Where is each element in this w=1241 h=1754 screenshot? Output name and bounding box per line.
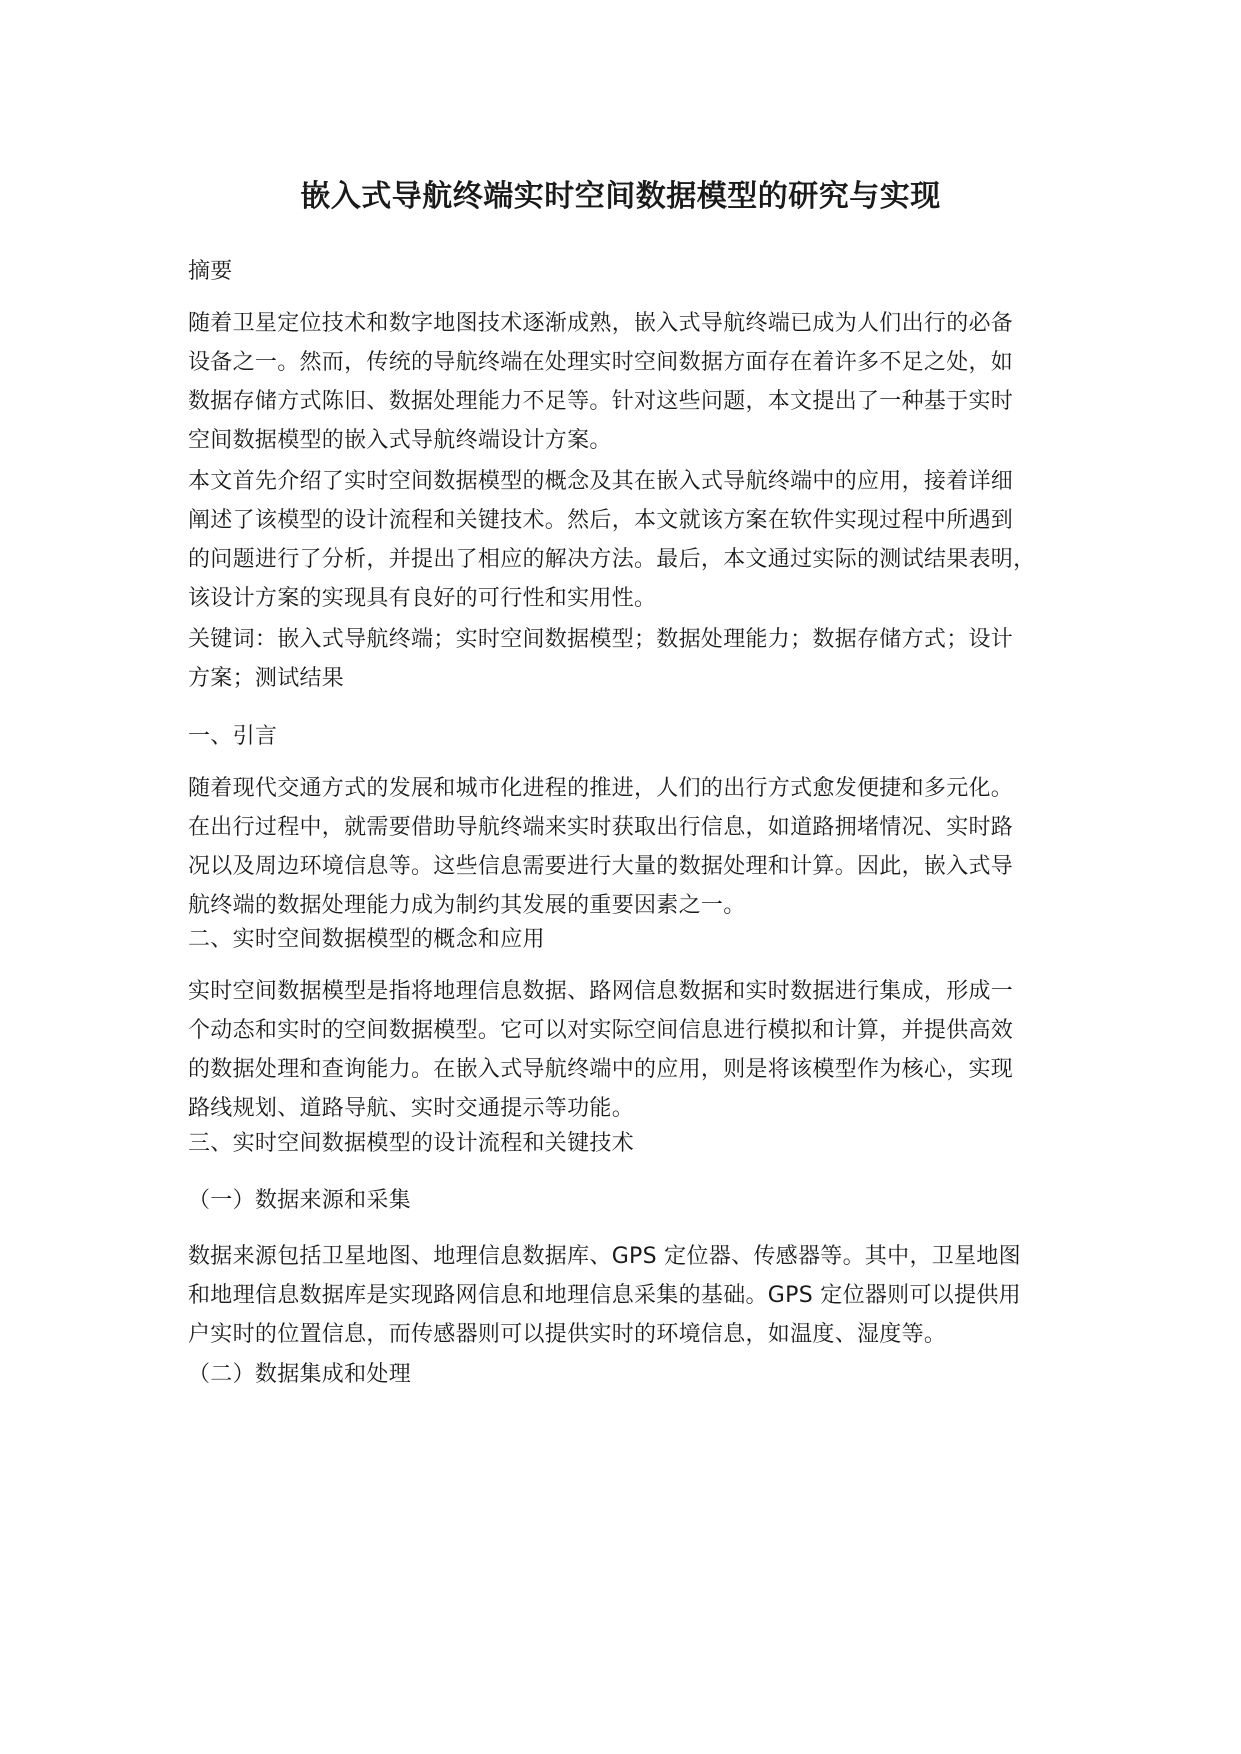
text-line: 设备之一。然而，传统的导航终端在处理实时空间数据方面存在着许多不足之处，如 [188,350,1014,375]
text-line: 和地理信息数据库是实现路网信息和地理信息采集的基础。GPS 定位器则可以提供用 [188,1283,1021,1308]
text-line: 路线规划、道路导航、实时交通提示等功能。 [188,1096,635,1121]
page-title: 嵌入式导航终端实时空间数据模型的研究与实现 [300,179,941,214]
text-line: 方案；测试结果 [188,666,345,691]
text-line: 的数据处理和查询能力。在嵌入式导航终端中的应用，则是将该模型作为核心，实现 [188,1057,1014,1082]
abstract-heading: 摘要 [188,259,233,284]
keywords [188,620,1078,698]
text-line: 况以及周边环境信息等。这些信息需要进行大量的数据处理和计算。因此，嵌入式导 [188,854,1014,879]
introduction-paragraph [188,769,1078,925]
text-line: 在出行过程中，就需要借助导航终端来实时获取出行信息，如道路拥堵情况、实时路 [188,815,1014,840]
text-line: 数据来源包括卫星地图、地理信息数据库、GPS 定位器、传感器等。其中，卫星地图 [188,1244,1021,1269]
text-line: 本文首先介绍了实时空间数据模型的概念及其在嵌入式导航终端中的应用，接着详细 [188,469,1014,494]
section-heading-introduction: 一、引言 [188,724,278,749]
text-line: 阐述了该模型的设计流程和关键技术。然后，本文就该方案在软件实现过程中所遇到 [188,508,1014,533]
text-line: 空间数据模型的嵌入式导航终端设计方案。 [188,428,612,453]
abstract-paragraph-1 [188,304,1078,460]
subsection-heading-integration: （二）数据集成和处理 [188,1362,412,1387]
text-line: 该设计方案的实现具有良好的可行性和实用性。 [188,586,657,611]
concept-paragraph [188,972,1078,1128]
section-heading-concept: 二、实时空间数据模型的概念和应用 [188,927,545,952]
text-line: 实时空间数据模型是指将地理信息数据、路网信息数据和实时数据进行集成，形成一 [188,979,1014,1004]
text-line: 个动态和实时的空间数据模型。它可以对实际空间信息进行模拟和计算，并提供高效 [188,1018,1014,1043]
text-line: 数据存储方式陈旧、数据处理能力不足等。针对这些问题，本文提出了一种基于实时 [188,389,1014,414]
section-heading-design: 三、实时空间数据模型的设计流程和关键技术 [188,1131,635,1156]
text-line: 户实时的位置信息，而传感器则可以提供实时的环境信息，如温度、湿度等。 [188,1322,947,1347]
abstract-paragraph-2 [188,462,1078,618]
text-line: 随着现代交通方式的发展和城市化进程的推进，人们的出行方式愈发便捷和多元化。 [188,776,1014,801]
text-line: 航终端的数据处理能力成为制约其发展的重要因素之一。 [188,893,746,918]
data-source-paragraph [188,1237,1078,1354]
text-line: 随着卫星定位技术和数字地图技术逐渐成熟，嵌入式导航终端已成为人们出行的必备 [188,311,1014,336]
text-line: 关键词：嵌入式导航终端；实时空间数据模型；数据处理能力；数据存储方式；设计 [188,627,1014,652]
subsection-heading-data-source: （一）数据来源和采集 [188,1188,412,1213]
text-line: 的问题进行了分析，并提出了相应的解决方法。最后，本文通过实际的测试结果表明， [188,547,1036,572]
